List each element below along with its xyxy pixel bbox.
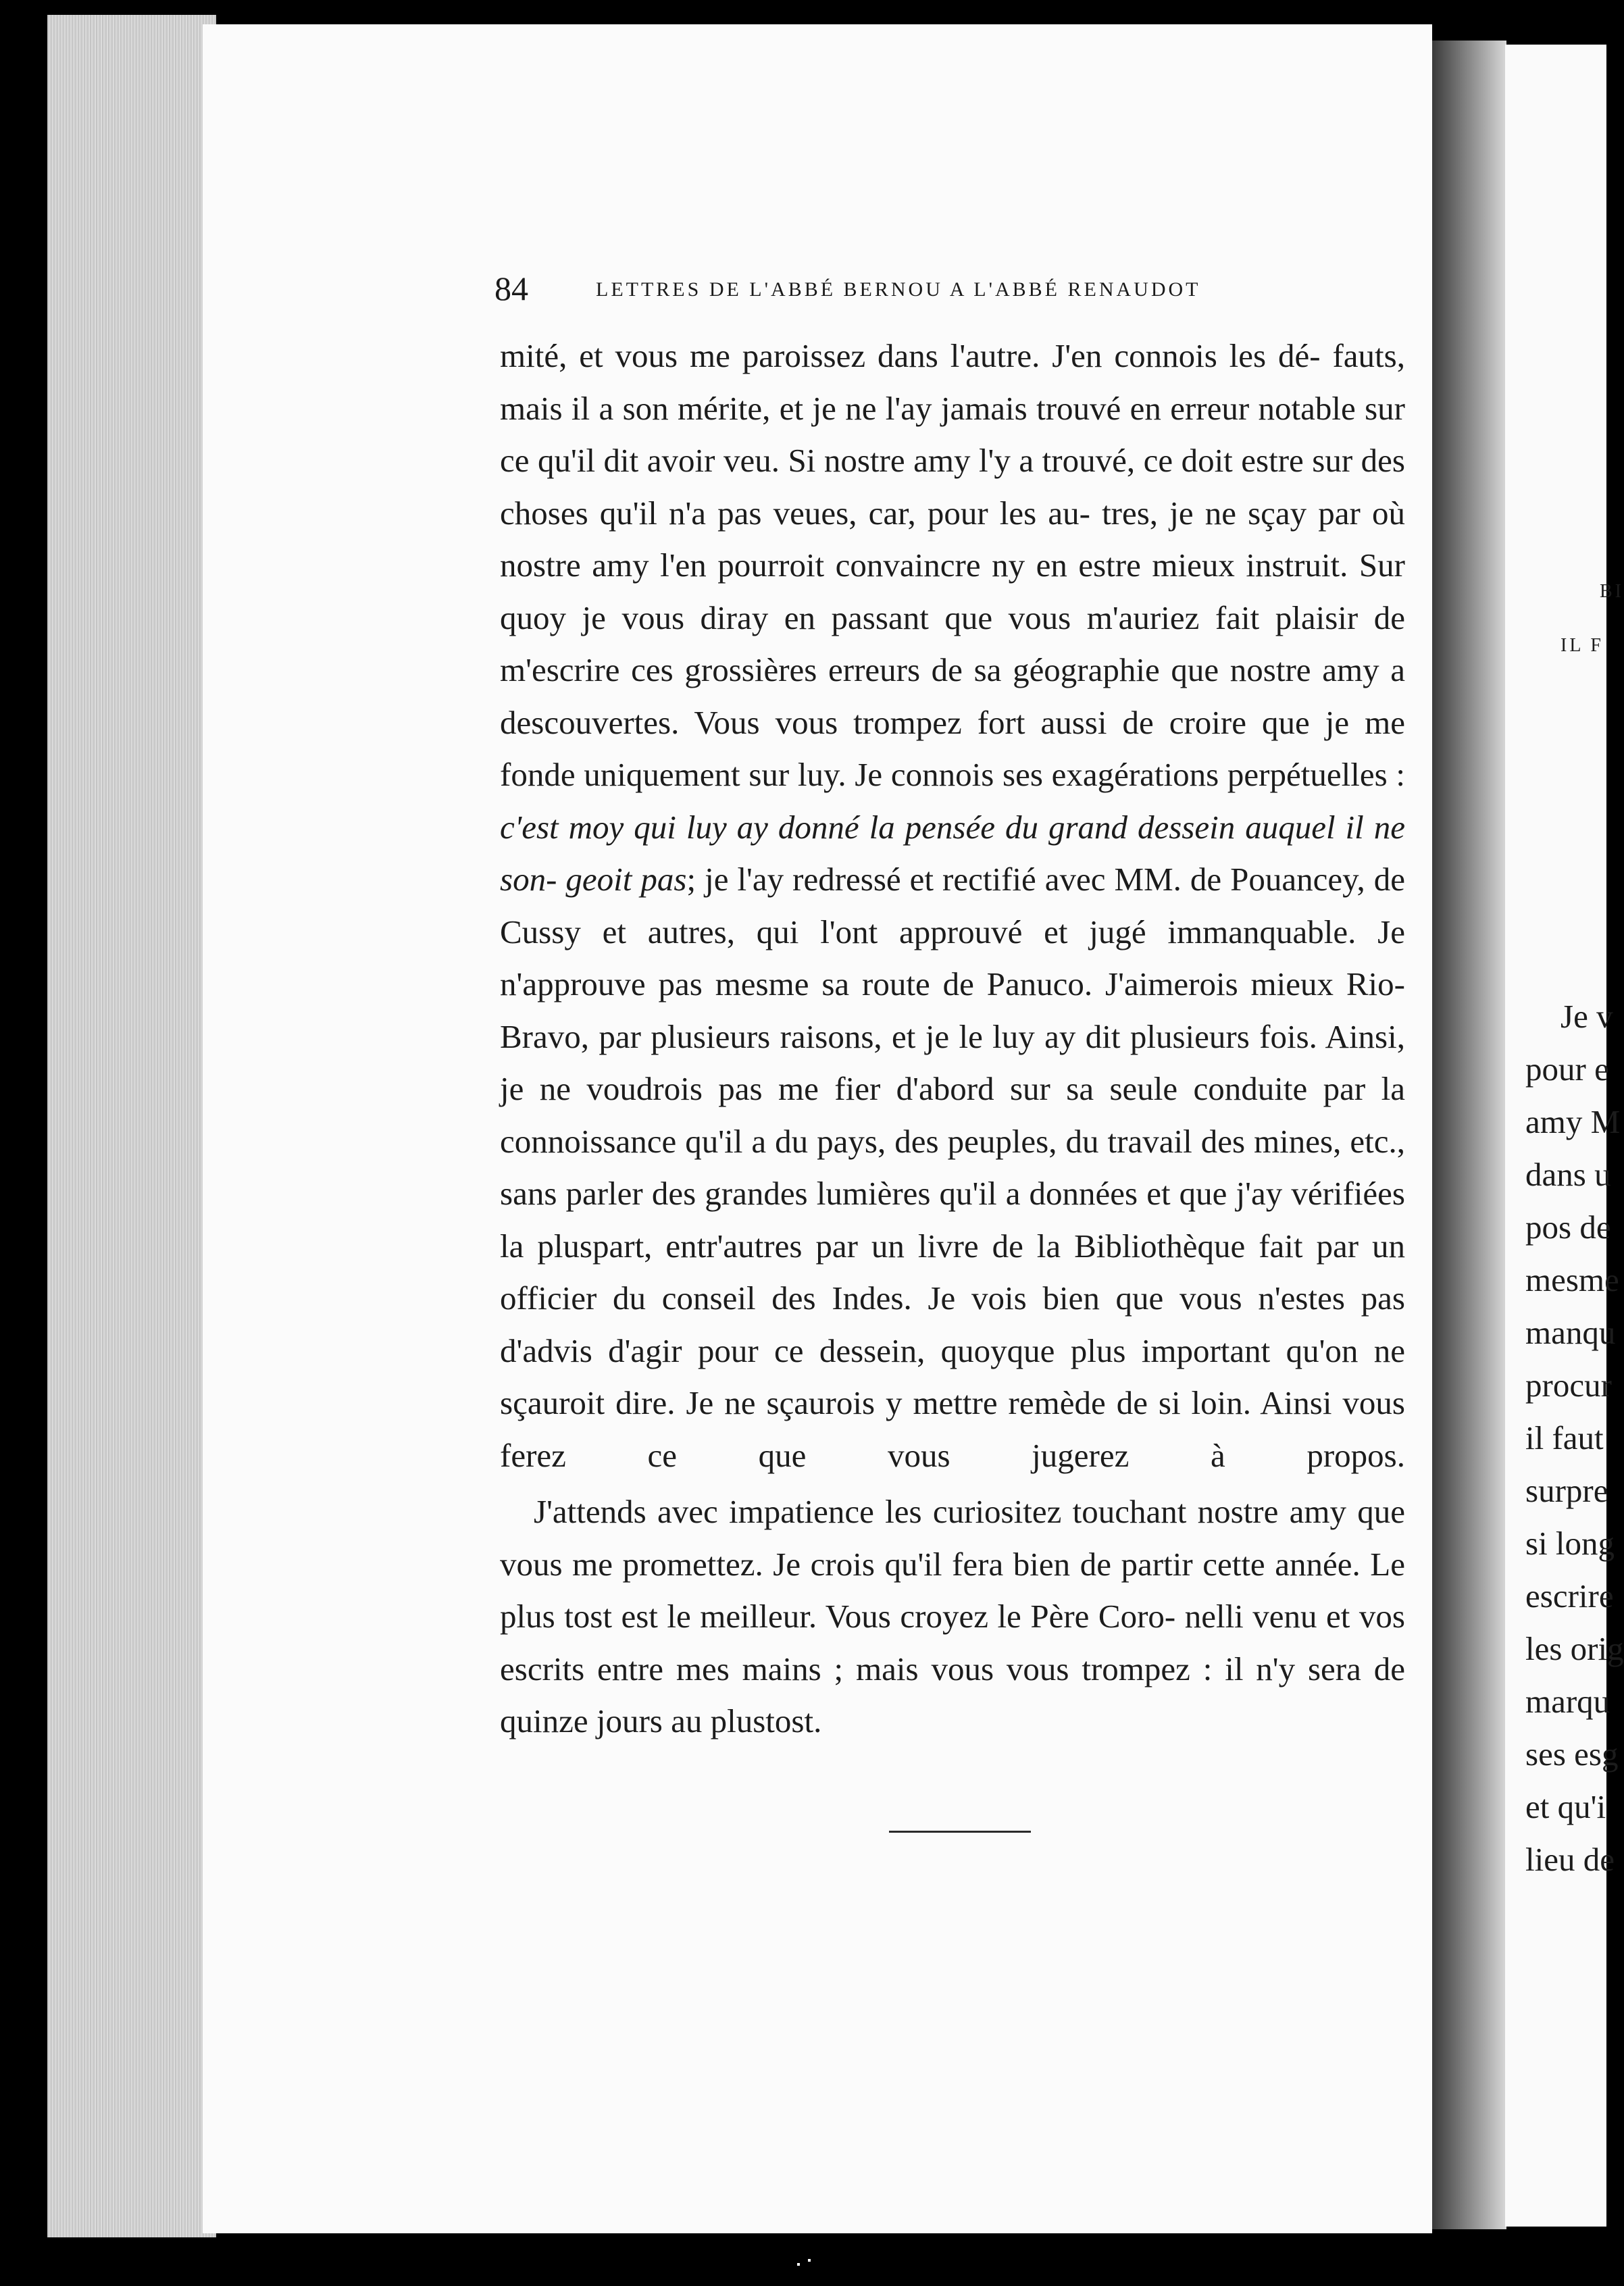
gutter-shadow: [1432, 41, 1506, 2229]
right-page-fragment: escrire: [1525, 1577, 1614, 1615]
right-page-fragment: procur: [1525, 1367, 1612, 1404]
page-edges: [47, 15, 216, 2237]
paragraph-1: [500, 330, 1405, 1481]
body-text: [500, 330, 1405, 1748]
right-page-fragment: les orig: [1525, 1630, 1624, 1667]
right-page-fragment: il faut: [1525, 1419, 1604, 1456]
section-rule: [889, 1831, 1031, 1833]
right-page-fragment: pour e: [1525, 1050, 1609, 1088]
right-page-fragment: pos de: [1525, 1209, 1611, 1246]
running-head: [494, 269, 1305, 323]
scan-speck: [808, 2259, 811, 2262]
running-head-title: LETTRES DE L'ABBÉ BERNOU A L'ABBÉ RENAUDOT: [596, 278, 1201, 301]
right-page-fragment: ses esg: [1525, 1735, 1619, 1773]
right-page-fragment: amy M: [1525, 1103, 1621, 1140]
right-page-fragment: dans u: [1525, 1156, 1611, 1193]
paragraph-2: J'attends avec impatience les curiositez touchant nostre amy que vous me promettez. Je crois qu'il fera bien de partir cette année. Le plus tost est le meilleur. Vous croyez le Père Coro- nelli venu et vos escrits entre mes mains ; mais vous vous trompez : il n'y sera de quinze jours au plustost.: [500, 1493, 1405, 1739]
right-page-fragment: manqu: [1525, 1314, 1616, 1351]
right-page-fragment: IL F: [1560, 635, 1604, 656]
paragraph-1-part-2: ; je l'ay redressé et rectifié avec MM. de Pouancey, de Cussy et autres, qui l'ont approuvé et jugé immanquable. Je n'approuve pas mesme sa route de Panuco. J'aimerois mieux Rio-Bravo, par plusieurs raisons, et je le luy ay dit plusieurs fois. Ainsi, je ne voudrois pas me fier d'abord sur sa seule conduite par la connoissance qu'il a du pays, des peuples, du travail des mines, etc., sans parler des grandes lumières qu'il a données et que j'ay vérifiées la pluspart, entr'autres par un livre de la Bibliothèque fait par un officier du conseil des Indes. Je vois bien que vous n'estes pas d'advis d'agir pour ce dessein, quoyque plus important qu'on ne sçauroit dire. Je ne sçaurois y mettre remède de si loin. Ainsi vous ferez ce que vous jugerez à propos.: [500, 861, 1405, 1474]
scan-speck: [797, 2263, 800, 2266]
right-page-fragment: mesme: [1525, 1261, 1619, 1298]
right-page-fragment: lieu de: [1525, 1841, 1615, 1878]
paragraph-1-italic-quote: c'est moy qui luy ay donné la pensée du grand dessein auquel il ne son- geoit pas: [500, 808, 1405, 898]
paragraph-1-part-1: mité, et vous me paroissez dans l'autre. J'en connois les dé- fauts, mais il a son mérite, et je ne l'ay jamais trouvé en erreur notable sur ce qu'il dit avoir veu. Si nostre amy l'y a trouvé, ce doit estre sur des choses qu'il n'a pas veues, car, pour les au- tres, je ne sçay par où nostre amy l'en pourroit convaincre ny en estre mieux instruit. Sur quoy je vous diray en passant que vous m'auriez fait plaisir de m'escrire ces grossières erreurs de sa géographie que nostre amy a descouvertes. Vous vous trompez fort aussi de croire que je me fonde uniquement sur luy. Je connois ses exagérations perpétuelles :: [500, 337, 1405, 793]
right-page-fragment: surpre: [1525, 1472, 1608, 1509]
right-page: [1505, 45, 1624, 2227]
page-number: 84: [494, 270, 528, 307]
right-page-fragment: et qu'i: [1525, 1788, 1606, 1825]
right-page-fragment: Je v: [1560, 998, 1613, 1035]
right-page-fragment: si long: [1525, 1525, 1615, 1562]
right-page-fragment: BI: [1600, 581, 1624, 602]
right-page-fragment: marqu: [1525, 1683, 1610, 1720]
